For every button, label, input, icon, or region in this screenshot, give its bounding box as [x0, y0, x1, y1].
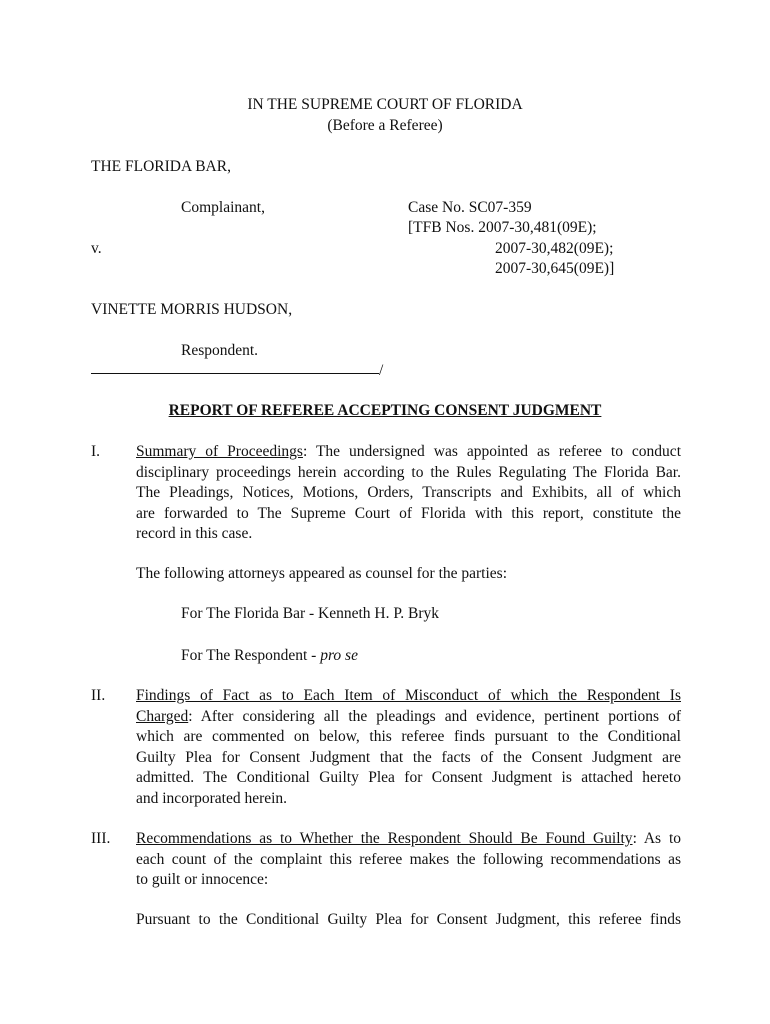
paragraph-line: Pursuant to the Conditional Guilty Plea for Consent Judgment, this referee finds	[136, 911, 681, 928]
versus-label: v.	[91, 240, 102, 257]
tfb-numbers-line-3: 2007-30,645(09E)]	[495, 260, 615, 277]
counsel-florida-bar: For The Florida Bar - Kenneth H. P. Bryk	[181, 605, 440, 622]
section-2-heading-line-2: Charged	[136, 707, 189, 725]
paragraph-line: Summary of Proceedings: The undersigned was appointed as referee to conduct	[136, 443, 681, 460]
paragraph-line: The Pleadings, Notices, Motions, Orders, Transcripts and Exhibits, all of which	[136, 484, 681, 501]
tfb-numbers-line-1: [TFB Nos. 2007-30,481(09E);	[408, 219, 597, 236]
paragraph-line: disciplinary proceedings herein according to the Rules Regulating The Florida Bar.	[136, 463, 681, 481]
report-title: REPORT OF REFEREE ACCEPTING CONSENT JUDGMENT	[168, 402, 602, 419]
paragraph-line: are forwarded to The Supreme Court of Florida with this report, constitute the	[136, 504, 681, 522]
paragraph-line: Recommendations as to Whether the Respondent Should Be Found Guilty: As to	[136, 830, 681, 847]
counsel-respondent: For The Respondent - pro se	[181, 647, 358, 664]
section-3-closing	[136, 910, 681, 931]
paragraph-line: Charged: After considering all the pleadings and evidence, pertinent portions of	[136, 707, 681, 725]
section-2-numeral: II.	[91, 687, 106, 704]
tfb-numbers-line-2: 2007-30,482(09E);	[495, 240, 614, 257]
counsel-intro: The following attorneys appeared as counsel for the parties:	[136, 565, 508, 582]
section-1-heading: Summary of Proceedings	[136, 443, 303, 460]
pro-se-text: pro se	[320, 647, 358, 664]
case-number: Case No. SC07-359	[408, 199, 532, 216]
caption-slash: /	[379, 362, 384, 379]
respondent-role: Respondent.	[181, 342, 259, 359]
paragraph-line: to guilt or innocence:	[136, 871, 269, 888]
section-1-numeral: I.	[91, 443, 101, 460]
court-title: IN THE SUPREME COURT OF FLORIDA	[247, 96, 523, 113]
section-3-paragraph	[136, 829, 681, 891]
paragraph-line: Guilty Plea for Consent Judgment that the facts of the Consent Judgment are	[136, 748, 681, 766]
section-3-heading: Recommendations as to Whether the Respondent Should Be Found Guilty	[136, 830, 633, 847]
section-2-paragraph	[136, 686, 681, 809]
section-3-numeral: III.	[91, 830, 111, 847]
complainant-name: THE FLORIDA BAR,	[91, 158, 231, 175]
caption-signature-line	[91, 373, 379, 374]
court-subtitle: (Before a Referee)	[327, 117, 443, 134]
paragraph-line: record in this case.	[136, 525, 253, 542]
paragraph-line: admitted. The Conditional Guilty Plea for Consent Judgment is attached hereto	[136, 769, 681, 786]
section-1-paragraph	[136, 442, 681, 545]
paragraph-line: and incorporated herein.	[136, 789, 288, 807]
section-2-heading-line-1: Findings of Fact as to Each Item of Misconduct of which the Respondent Is	[136, 687, 681, 704]
paragraph-line: which are commented on below, this referee finds pursuant to the Conditional	[136, 728, 681, 745]
respondent-name: VINETTE MORRIS HUDSON,	[91, 301, 293, 318]
complainant-role: Complainant,	[181, 199, 265, 216]
paragraph-line: each count of the complaint this referee makes the following recommendations as	[136, 850, 681, 868]
